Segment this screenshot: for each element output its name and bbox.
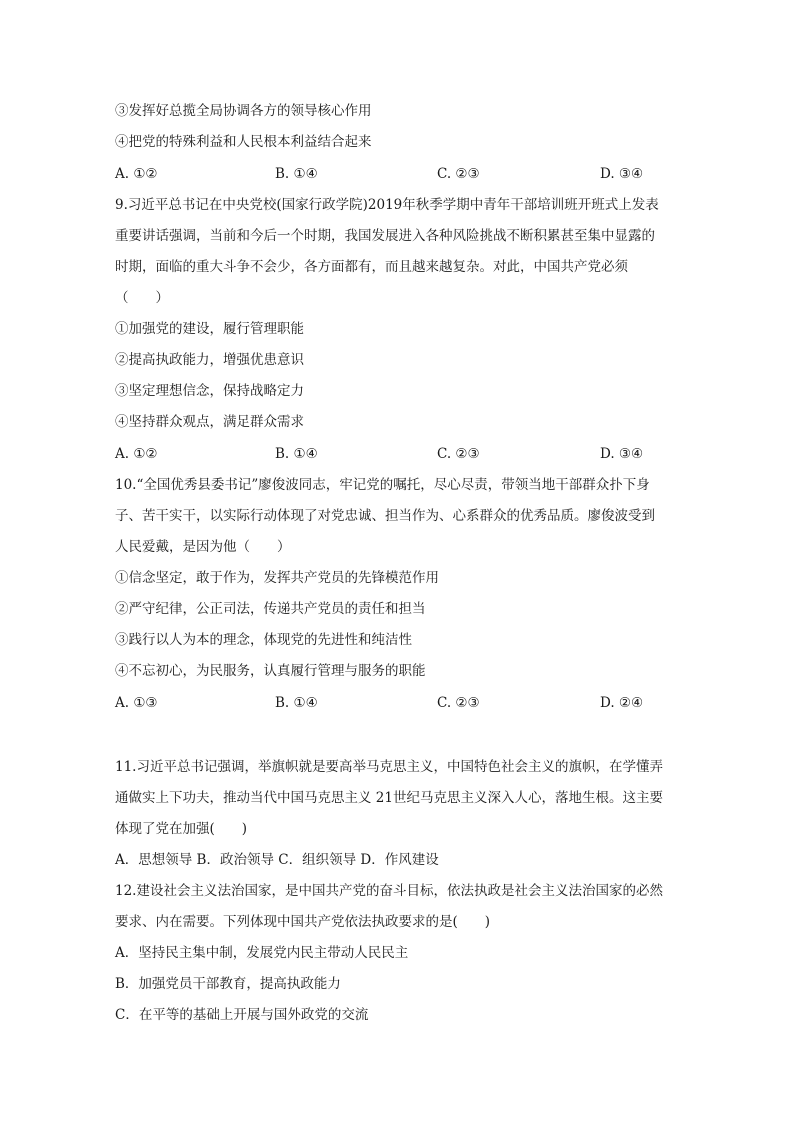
q9-item-4: ④坚持群众观点，满足群众需求 xyxy=(115,414,304,430)
q10-item-2: ②严守纪律，公正司法，传递共产党员的责任和担当 xyxy=(115,601,426,617)
q8-option-c[interactable]: C. ②③ xyxy=(437,166,480,182)
q12-option-b[interactable]: B．加强党员干部教育，提高执政能力 xyxy=(115,976,341,992)
q10-stem-line-2: 子、苦干实干，以实际行动体现了对党忠诚、担当作为、心系群众的优秀品质。廖俊波受到 xyxy=(115,508,655,524)
q8-option-a[interactable]: A. ①② xyxy=(115,166,158,182)
q12-stem-line-1: 12.建设社会主义法治国家，是中国共产党的奋斗目标，依法执政是社会主义法治国家的必然 xyxy=(115,883,663,899)
q9-option-c[interactable]: C. ②③ xyxy=(437,446,480,462)
q9-answer-blank: （ ） xyxy=(115,290,169,306)
q10-option-b[interactable]: B. ①④ xyxy=(275,695,318,711)
q9-options xyxy=(115,444,675,464)
q12-option-a[interactable]: A．坚持民主集中制，发展党内民主带动人民民主 xyxy=(115,945,409,961)
q10-option-c[interactable]: C. ②③ xyxy=(437,695,480,711)
q9-item-1: ①加强党的建设，履行管理职能 xyxy=(115,321,304,337)
q9-stem-line-2: 重要讲话强调，当前和今后一个时期，我国发展进入各种风险挑战不断积累甚至集中显露的 xyxy=(115,228,655,244)
q10-item-3: ③践行以人为本的理念，体现党的先进性和纯洁性 xyxy=(115,632,412,648)
q9-option-a[interactable]: A. ①② xyxy=(115,446,158,462)
q8-options xyxy=(115,164,675,184)
q10-options xyxy=(115,693,675,713)
q10-stem-line-3: 人民爱戴，是因为他（ ） xyxy=(115,539,291,555)
q9-item-3: ③坚定理想信念，保持战略定力 xyxy=(115,383,304,399)
q9-item-2: ②提高执政能力，增强优患意识 xyxy=(115,352,304,368)
q10-option-d[interactable]: D. ②④ xyxy=(600,695,644,711)
q8-item-3: ③发挥好总揽全局协调各方的领导核心作用 xyxy=(115,103,372,119)
q10-item-4: ④不忘初心，为民服务，认真履行管理与服务的职能 xyxy=(115,663,426,679)
q9-option-b[interactable]: B. ①④ xyxy=(275,446,318,462)
q8-option-b[interactable]: B. ①④ xyxy=(275,166,318,182)
q11-stem-line-1: 11.习近平总书记强调，举旗帜就是要高举马克思主义，中国特色社会主义的旗帜，在学懂弄 xyxy=(115,759,663,775)
q12-stem-line-2: 要求、内在需要。下列体现中国共产党依法执政要求的是( ) xyxy=(115,914,491,930)
q10-option-a[interactable]: A. ①③ xyxy=(115,695,158,711)
q9-option-d[interactable]: D. ③④ xyxy=(600,446,644,462)
q8-item-4: ④把党的特殊利益和人民根本利益结合起来 xyxy=(115,134,372,150)
q9-stem-line-3: 时期，面临的重大斗争不会少，各方面都有，而且越来越复杂。对此，中国共产党必须 xyxy=(115,259,628,275)
q11-stem-line-2: 通做实上下功夫，推动当代中国马克思主义 21世纪马克思主义深入人心，落地生根。这主要 xyxy=(115,790,663,806)
q11-options[interactable]: A．思想领导 B．政治领导 C．组织领导 D．作风建设 xyxy=(115,852,439,868)
q10-item-1: ①信念坚定，敢于作为，发挥共产党员的先锋模范作用 xyxy=(115,570,439,586)
q8-option-d[interactable]: D. ③④ xyxy=(600,166,644,182)
q9-stem-line-1: 9.习近平总书记在中央党校(国家行政学院)2019年秋季学期中青年干部培训班开班式上发表 xyxy=(115,197,659,213)
q12-option-c[interactable]: C．在平等的基础上开展与国外政党的交流 xyxy=(115,1007,369,1023)
q10-stem-line-1: 10.“全国优秀县委书记”廖俊波同志，牢记党的嘱托，尽心尽责，带领当地干部群众扑下身 xyxy=(115,477,650,493)
q11-stem-line-3: 体现了党在加强( ) xyxy=(115,821,248,837)
